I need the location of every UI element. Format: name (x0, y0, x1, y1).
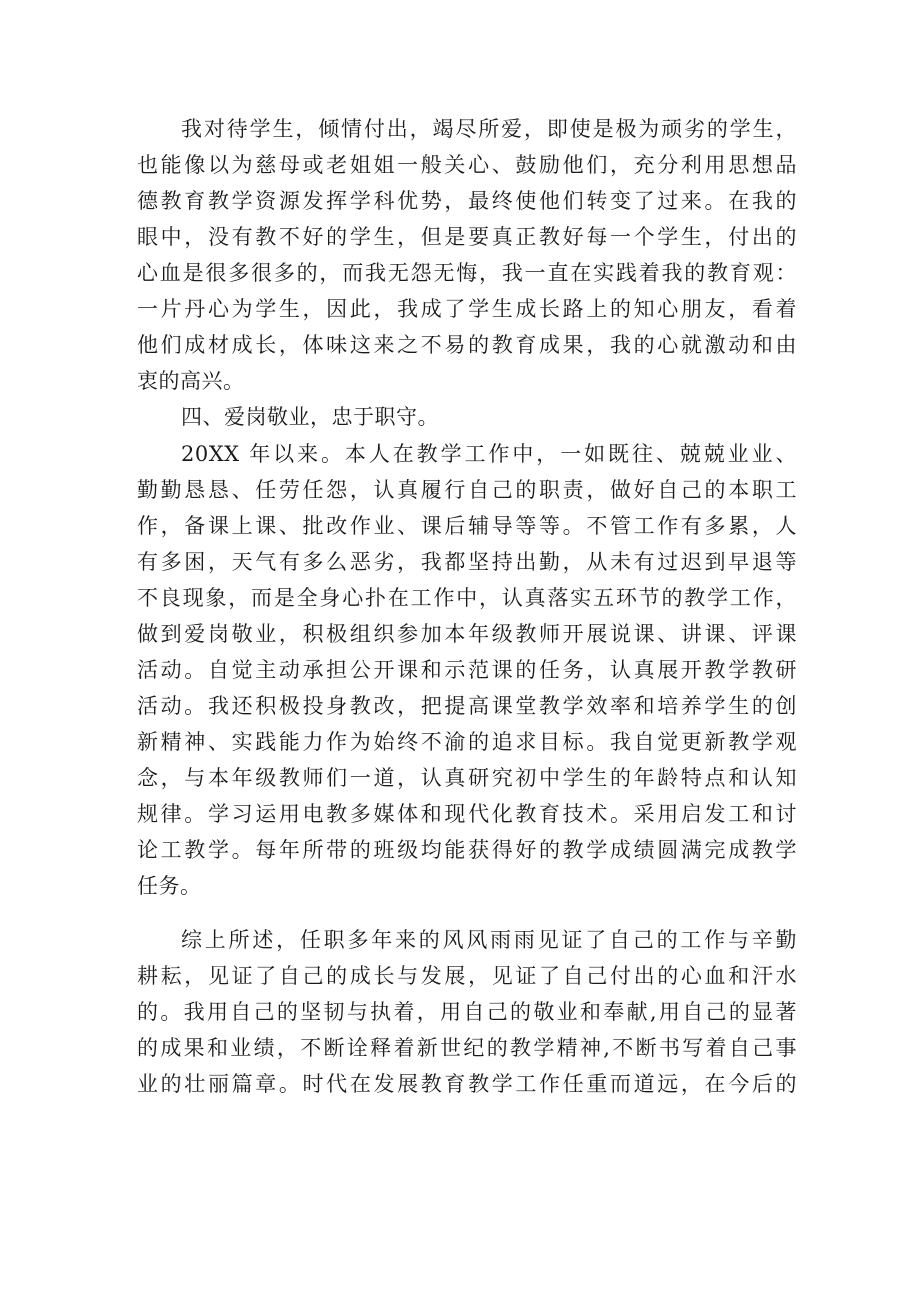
document-body (137, 111, 797, 1102)
text-line: 衷的高兴。 (137, 369, 245, 393)
text-line: 心血是很多很多的，而我无怨无悔，我一直在实践着我的教育观： (137, 261, 797, 285)
paragraph-student-care (137, 111, 797, 399)
text-line: 的。我用自己的坚韧与执着，用自己的敬业和奉献,用自己的显著 (137, 1000, 797, 1024)
text-line: 我对待学生，倾情付出，竭尽所爱，即使是极为顽劣的学生， (181, 117, 797, 141)
text-line: 20XX 年以来。本人在教学工作中，一如既往、兢兢业业、 (181, 442, 797, 466)
section-heading-text: 四、爱岗敬业，忠于职守。 (181, 405, 439, 429)
text-line: 也能像以为慈母或老姐姐一般关心、鼓励他们，充分利用思想品 (137, 153, 797, 177)
text-line: 规律。学习运用电教多媒体和现代化教育技术。采用启发工和讨 (137, 802, 797, 826)
text-line: 德教育教学资源发挥学科优势，最终使他们转变了过来。在我的 (137, 189, 797, 213)
text-line: 活动。我还积极投身教改，把提高课堂教学效率和培养学生的创 (137, 694, 797, 718)
text-line: 有多困，天气有多么恶劣，我都坚持出勤，从未有过迟到早退等 (137, 550, 797, 574)
text-line: 念，与本年级教师们一道，认真研究初中学生的年龄特点和认知 (137, 766, 797, 790)
text-line: 眼中，没有教不好的学生，但是要真正教好每一个学生，付出的 (137, 225, 797, 249)
text-line: 做到爱岗敬业，积极组织参加本年级教师开展说课、讲课、评课 (137, 622, 797, 646)
text-line: 任务。 (137, 874, 202, 898)
text-line: 新精神、实践能力作为始终不渝的追求目标。我自觉更新教学观 (137, 730, 797, 754)
text-line: 的成果和业绩，不断诠释着新世纪的教学精神,不断书写着自己事 (137, 1036, 797, 1060)
text-line: 综上所述，任职多年来的风风雨雨见证了自己的工作与辛勤 (181, 928, 797, 952)
paragraph-summary (137, 922, 797, 1102)
text-line: 耕耘，见证了自己的成长与发展，见证了自己付出的心血和汗水 (137, 964, 797, 988)
text-line: 活动。自觉主动承担公开课和示范课的任务，认真展开教学教研 (137, 658, 797, 682)
text-line: 作，备课上课、批改作业、课后辅导等等。不管工作有多累，人 (137, 514, 797, 538)
text-line: 一片丹心为学生，因此，我成了学生成长路上的知心朋友，看着 (137, 297, 797, 321)
paragraph-dedication (137, 436, 797, 904)
text-line: 论工教学。每年所带的班级均能获得好的教学成绩圆满完成教学 (137, 838, 797, 862)
text-line: 业的壮丽篇章。时代在发展教育教学工作任重而道远，在今后的 (137, 1072, 797, 1096)
text-line: 勤勤恳恳、任劳任怨，认真履行自己的职责，做好自己的本职工 (137, 478, 797, 502)
text-line: 不良现象，而是全身心扑在工作中，认真落实五环节的教学工作， (137, 586, 797, 610)
text-line: 他们成材成长，体味这来之不易的教育成果，我的心就激动和由 (137, 333, 797, 357)
section-heading (137, 399, 797, 435)
